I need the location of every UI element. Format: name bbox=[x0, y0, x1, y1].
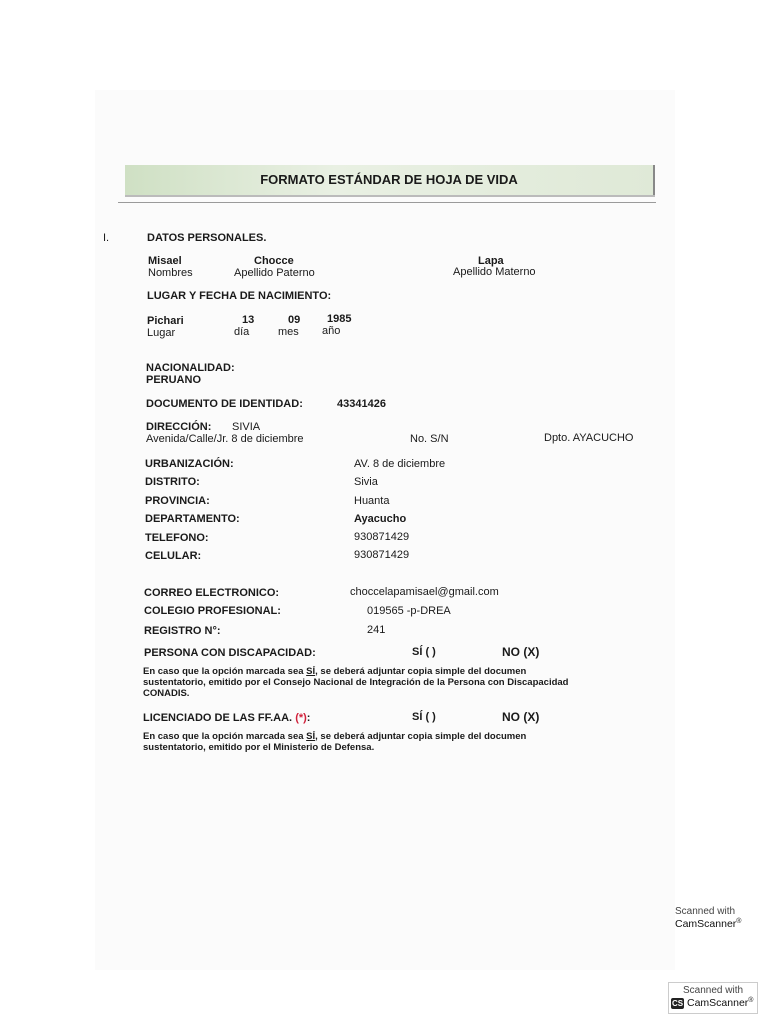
birth-heading: LUGAR Y FECHA DE NACIMIENTO: bbox=[147, 290, 332, 302]
direccion-label: DIRECCIÓN: bbox=[146, 421, 212, 433]
direccion-value: SIVIA bbox=[232, 421, 261, 433]
celular-value: 930871429 bbox=[354, 549, 410, 561]
discapacidad-note-line1a: En caso que la opción marcada sea bbox=[143, 666, 307, 677]
distrito-label: DISTRITO: bbox=[145, 476, 200, 488]
document-page bbox=[95, 90, 675, 970]
watermark-logo: CS CamScanner® bbox=[671, 997, 754, 1009]
colegio-label: COLEGIO PROFESIONAL: bbox=[144, 605, 281, 617]
camscanner-icon: CS bbox=[671, 998, 684, 1008]
birth-lugar-value: Pichari bbox=[147, 315, 184, 327]
apellido-paterno-label: Apellido Paterno bbox=[234, 267, 315, 279]
nacionalidad-value: PERUANO bbox=[146, 374, 202, 386]
apellido-paterno-value: Chocce bbox=[254, 255, 294, 267]
telefono-label: TELEFONO: bbox=[145, 532, 209, 544]
provincia-label: PROVINCIA: bbox=[145, 495, 210, 507]
direccion-dpto: Dpto. AYACUCHO bbox=[544, 432, 634, 444]
birth-anio-label: año bbox=[322, 325, 341, 337]
direccion-avenida: Avenida/Calle/Jr. 8 de diciembre bbox=[146, 433, 304, 445]
discapacidad-note-line1b: , se deberá adjuntar copia simple del documen bbox=[315, 666, 527, 677]
celular-label: CELULAR: bbox=[145, 550, 202, 562]
watermark-inner-text: Scanned with bbox=[675, 906, 736, 917]
discapacidad-note-line2: sustentatorio, emitido por el Consejo Nacional de Integración de la Persona con Discapacidad bbox=[143, 677, 569, 688]
departamento-value: Ayacucho bbox=[354, 513, 407, 525]
title-divider bbox=[118, 202, 656, 203]
nombres-value: Misael bbox=[148, 255, 182, 267]
discapacidad-note-line3: CONADIS. bbox=[143, 688, 190, 699]
birth-dia-label: día bbox=[234, 326, 250, 338]
licenciado-si-option: SÍ ( ) bbox=[412, 711, 436, 723]
licenciado-note-line1b: , se deberá adjuntar copia simple del documen bbox=[315, 731, 527, 742]
licenciado-asterisk: (*) bbox=[295, 712, 307, 724]
watermark-inner-logo: CamScanner® bbox=[675, 918, 742, 930]
direccion-numero: No. S/N bbox=[410, 433, 449, 445]
title-banner bbox=[125, 165, 655, 195]
documento-value: 43341426 bbox=[337, 398, 386, 410]
registro-value: 241 bbox=[367, 624, 386, 636]
licenciado-note-si: SÍ bbox=[306, 731, 316, 742]
telefono-value: 930871429 bbox=[354, 531, 410, 543]
nombres-label: Nombres bbox=[148, 267, 193, 279]
licenciado-no-option: NO (X) bbox=[502, 710, 540, 724]
birth-anio-value: 1985 bbox=[327, 313, 352, 325]
document-title: FORMATO ESTÁNDAR DE HOJA DE VIDA bbox=[260, 172, 518, 187]
discapacidad-note-si: SÍ bbox=[306, 666, 316, 677]
birth-mes-label: mes bbox=[278, 326, 299, 338]
camscanner-watermark bbox=[668, 982, 758, 1014]
nacionalidad-label: NACIONALIDAD: bbox=[146, 362, 235, 374]
apellido-materno-label: Apellido Materno bbox=[453, 266, 536, 278]
section-number: I. bbox=[103, 232, 110, 244]
colegio-value: 019565 -p-DREA bbox=[367, 605, 451, 617]
correo-label: CORREO ELECTRONICO: bbox=[144, 587, 280, 599]
registro-label: REGISTRO N°: bbox=[144, 625, 221, 637]
discapacidad-si-option: SÍ ( ) bbox=[412, 646, 436, 658]
birth-mes-value: 09 bbox=[288, 314, 301, 326]
apellido-materno-value: Lapa bbox=[478, 255, 504, 267]
licenciado-colon: : bbox=[306, 712, 311, 724]
documento-label: DOCUMENTO DE IDENTIDAD: bbox=[146, 398, 303, 410]
discapacidad-no-option: NO (X) bbox=[502, 645, 540, 659]
urbanizacion-label: URBANIZACIÓN: bbox=[145, 458, 234, 470]
birth-lugar-label: Lugar bbox=[147, 327, 176, 339]
provincia-value: Huanta bbox=[354, 495, 390, 507]
watermark-text: Scanned with bbox=[683, 985, 744, 996]
licenciado-label: LICENCIADO DE LAS FF.AA. bbox=[143, 712, 293, 724]
section-title: DATOS PERSONALES. bbox=[147, 232, 267, 244]
discapacidad-note bbox=[143, 666, 675, 699]
licenciado-label-group bbox=[143, 712, 310, 724]
licenciado-note-line2: sustentatorio, emitido por el Ministerio de Defensa. bbox=[143, 742, 375, 753]
departamento-label: DEPARTAMENTO: bbox=[145, 513, 240, 525]
licenciado-note bbox=[143, 731, 675, 753]
correo-value: choccelapamisael@gmail.com bbox=[350, 586, 499, 598]
distrito-value: Sivia bbox=[354, 476, 378, 488]
discapacidad-label: PERSONA CON DISCAPACIDAD: bbox=[144, 647, 316, 659]
urbanizacion-value: AV. 8 de diciembre bbox=[354, 458, 446, 470]
birth-dia-value: 13 bbox=[242, 314, 255, 326]
licenciado-note-line1a: En caso que la opción marcada sea bbox=[143, 731, 307, 742]
